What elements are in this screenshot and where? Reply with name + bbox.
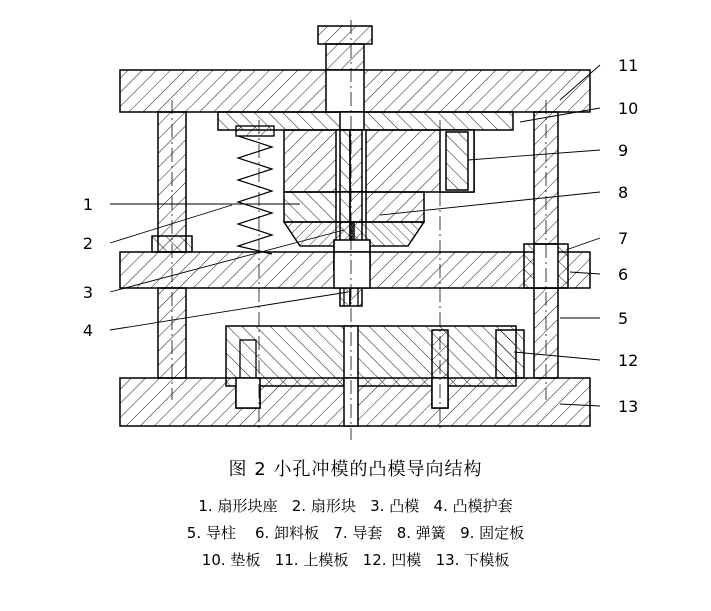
lower-die-plate: [120, 378, 590, 426]
legend-line-2: 5. 导柱 6. 卸料板 7. 导套 8. 弹簧 9. 固定板: [186, 524, 525, 542]
callout-5: 5: [618, 309, 629, 328]
legend-line-1: 1. 扇形块座 2. 扇形块 3. 凸模 4. 凸模护套: [198, 497, 513, 515]
callout-1: 1: [82, 195, 94, 214]
press-shank: [318, 26, 372, 70]
callout-13: 13: [618, 397, 639, 416]
callout-6: 6: [618, 265, 629, 284]
figure-caption: [0, 455, 711, 574]
figure-title: 图 2 小孔冲模的凸模导向结构: [228, 459, 483, 480]
spring: [236, 126, 274, 254]
callout-9: 9: [618, 141, 629, 160]
callout-8: 8: [618, 183, 629, 202]
callout-2: 2: [82, 234, 94, 253]
stripper-plate: [120, 252, 590, 288]
punch-fixing-plate: [284, 130, 474, 192]
callout-4: 4: [82, 321, 94, 340]
callout-10: 10: [618, 99, 639, 118]
callout-12: 12: [618, 351, 639, 370]
callout-7: 7: [618, 229, 629, 248]
legend-line-3: 10. 垫板 11. 上模板 12. 凹模 13. 下模板: [201, 551, 510, 569]
callout-11: 11: [618, 56, 639, 75]
upper-die-plate: [120, 70, 590, 112]
callout-3: 3: [82, 283, 94, 302]
